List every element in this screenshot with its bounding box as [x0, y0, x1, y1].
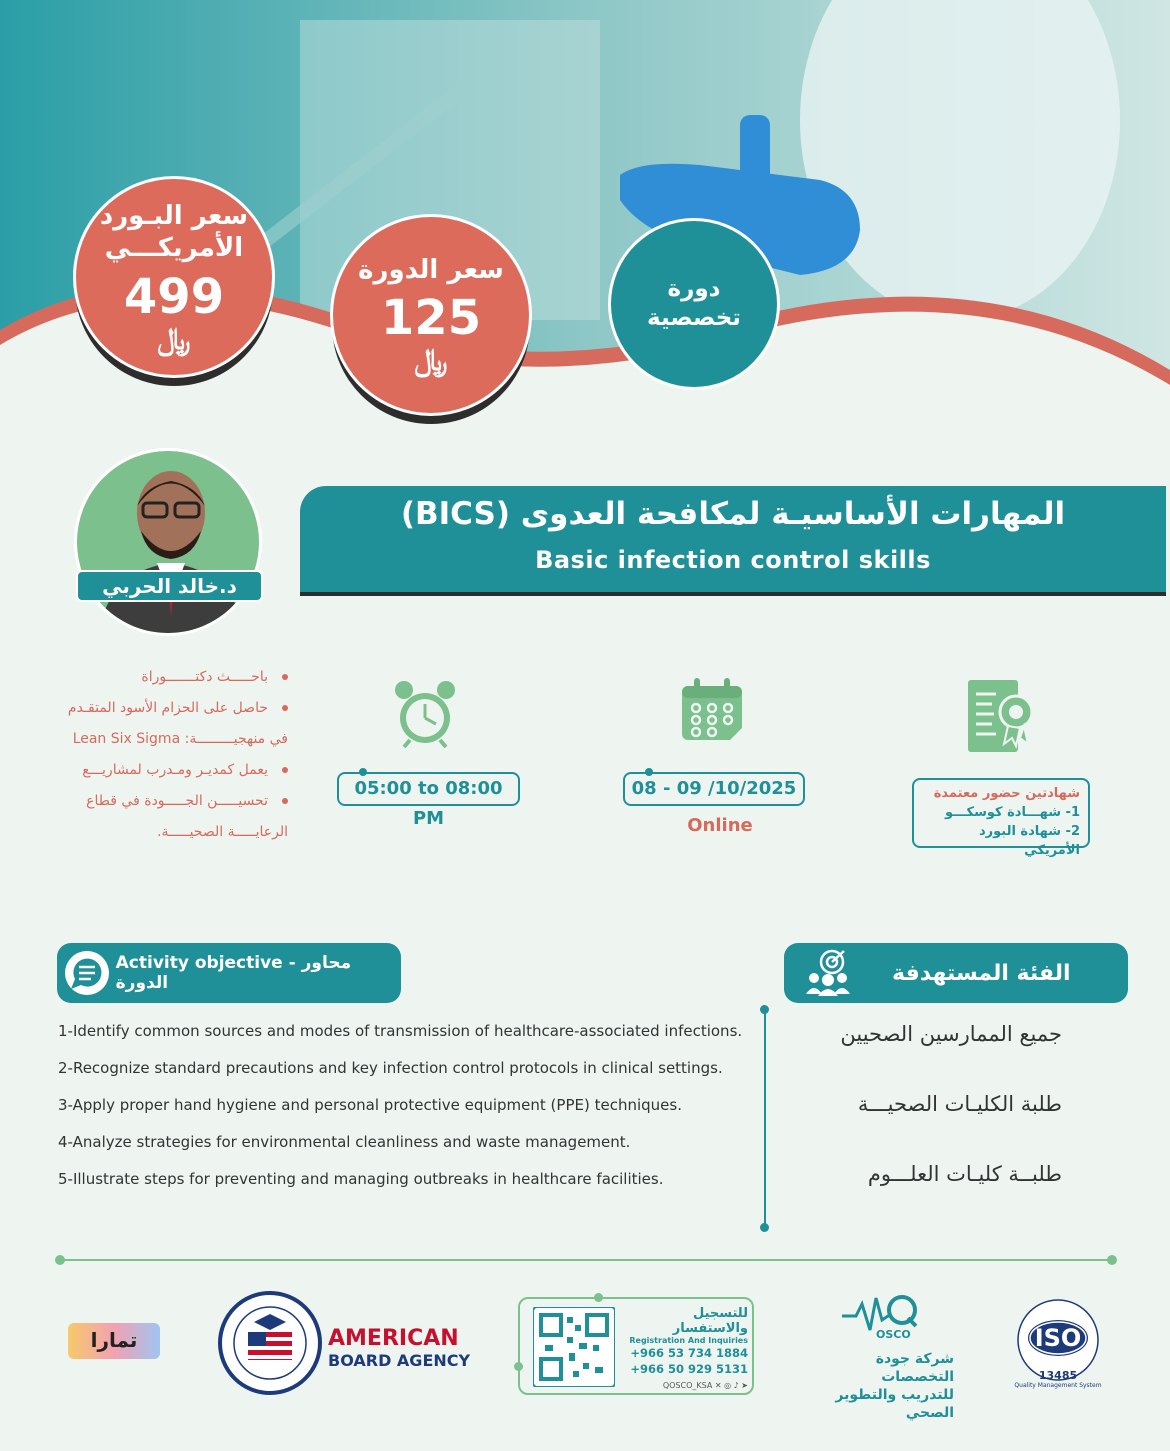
target-item: طلبة الكليـات الصحيـــة	[857, 1092, 1062, 1116]
phone-number[interactable]: +966 50 929 5131	[630, 1362, 748, 1376]
divider-dot	[1107, 1255, 1117, 1265]
iso-text: ISO	[1034, 1324, 1082, 1352]
course-title-english: Basic infection control skills	[535, 546, 931, 574]
bio-text: تحسيـــــن الجـــــودة في قطاع	[86, 793, 268, 809]
objective-item: 2-Recognize standard precautions and key infection control protocols in clinical settings.	[58, 1059, 723, 1077]
target-audience-header	[784, 943, 1128, 1003]
american-board-agency-logo	[328, 1326, 470, 1370]
currency-icon: ﷼	[157, 321, 191, 357]
bio-text: حاصل على الحزام الأسود المتقـدم	[67, 700, 268, 716]
target-audience-list	[790, 1022, 1062, 1232]
phone-number[interactable]: +966 53 734 1884	[630, 1346, 748, 1360]
target-audience-icon	[802, 948, 852, 998]
objective-item: 4-Analyze strategies for environmental cleanliness and waste management.	[58, 1133, 631, 1151]
certificates-box	[912, 778, 1090, 858]
divider-dot	[760, 1223, 769, 1232]
bio-text: باحـــــث دكتـــــــوراة	[141, 669, 268, 685]
american-board-agency-seal	[214, 1290, 326, 1396]
certificate-item: 1- شهـــادة كوسكـــو	[945, 805, 1080, 820]
bio-line	[48, 724, 288, 755]
course-title-banner	[300, 486, 1166, 596]
speaker-photo	[74, 448, 262, 636]
board-price-badge	[73, 176, 275, 378]
divider-dot	[594, 1293, 603, 1302]
bullet-icon	[282, 705, 288, 711]
bullet-icon	[282, 767, 288, 773]
tamara-logo: تمارا	[68, 1323, 160, 1359]
alarm-clock-icon	[392, 678, 458, 748]
social-handle-text[interactable]: QOSCO_KSA	[662, 1381, 713, 1390]
qosco-abbr: OSCO	[876, 1328, 911, 1341]
qosco-name-line2: للتدريب والتطوير الصحي	[835, 1387, 954, 1421]
course-type-badge	[608, 218, 780, 390]
objectives-list	[58, 1020, 758, 1205]
objectives-header	[57, 943, 401, 1003]
qosco-name-line1: شركة جودة التخصصات	[875, 1351, 954, 1385]
certificate-item: 2- شهادة البورد الأمريكي	[978, 824, 1080, 858]
bio-text: يعمل كمديـر ومـدرب لمشاريـــع	[82, 762, 268, 778]
bio-line	[48, 662, 288, 693]
divider-dot	[55, 1255, 65, 1265]
iso-subtitle: Quality Management System	[1014, 1382, 1102, 1389]
iso-number: 13485	[1038, 1369, 1078, 1382]
divider-dot	[760, 1005, 769, 1014]
currency-icon: ﷼	[414, 343, 448, 379]
calendar-icon	[680, 678, 746, 744]
objective-item: 3-Apply proper hand hygiene and personal protective equipment (PPE) techniques.	[58, 1096, 682, 1114]
delivery-mode: Online	[687, 815, 753, 836]
aba-name-line1: AMERICAN	[328, 1326, 459, 1351]
bio-line	[48, 786, 288, 817]
certificates-title: شهادتين حضور معتمدة	[933, 786, 1080, 801]
divider-dot	[514, 1362, 523, 1371]
date-box: 08 - 09 /10/2025	[623, 772, 805, 806]
aba-name-line2: BOARD AGENCY	[328, 1351, 471, 1370]
registration-info	[628, 1306, 748, 1390]
course-price-badge	[330, 214, 532, 416]
divider	[764, 1010, 766, 1228]
bullet-icon	[282, 674, 288, 680]
target-item: جميع الممارسين الصحيين	[840, 1022, 1062, 1046]
qosco-company-name	[800, 1350, 954, 1422]
social-icons: ✕ ◎ ♪ ➤	[714, 1381, 748, 1390]
registration-title: للتسجيل والاستفسار	[672, 1306, 748, 1336]
objective-item: 1-Identify common sources and modes of transmission of healthcare-associated infections.	[58, 1022, 743, 1040]
course-type-label: دورة تخصصية	[647, 276, 741, 331]
bio-line	[48, 693, 288, 724]
objective-item: 5-Illustrate steps for preventing and managing outbreaks in healthcare facilities.	[58, 1170, 664, 1188]
bio-line	[48, 817, 288, 848]
course-price-label: سعر الدورة	[358, 254, 504, 285]
speaker-avatar	[77, 451, 262, 636]
chat-bubble-icon	[63, 949, 110, 997]
board-price-value: 499	[123, 268, 225, 325]
qr-code-icon[interactable]	[533, 1307, 615, 1387]
bio-line	[48, 755, 288, 786]
target-item: طلبــة كليـات العلـــوم	[867, 1162, 1062, 1186]
social-handle[interactable]	[628, 1381, 748, 1390]
course-price-value: 125	[380, 290, 482, 347]
target-audience-title: الفئة المستهدفة	[892, 960, 1071, 986]
speaker-name: د.خالد الحربي	[76, 570, 263, 602]
certificate-icon	[966, 678, 1036, 754]
bio-text: في منهجيـــــــــة: Lean Six Sigma	[72, 731, 288, 747]
bullet-icon	[282, 798, 288, 804]
board-price-label: سعر البـورد الأمريكـــي	[99, 200, 249, 263]
objectives-title: Activity objective - محاور الدورة	[115, 953, 352, 993]
time-box: 05:00 to 08:00 PM	[337, 772, 520, 806]
bio-text: الرعايـــــة الصحيـــــة.	[157, 824, 288, 840]
speaker-bio	[48, 662, 288, 848]
registration-subtitle: Registration And Inquiries	[629, 1336, 748, 1345]
footer-divider	[60, 1259, 1112, 1261]
course-title-arabic: المهارات الأساسيـة لمكافحة العدوى (BICS)	[400, 496, 1066, 532]
